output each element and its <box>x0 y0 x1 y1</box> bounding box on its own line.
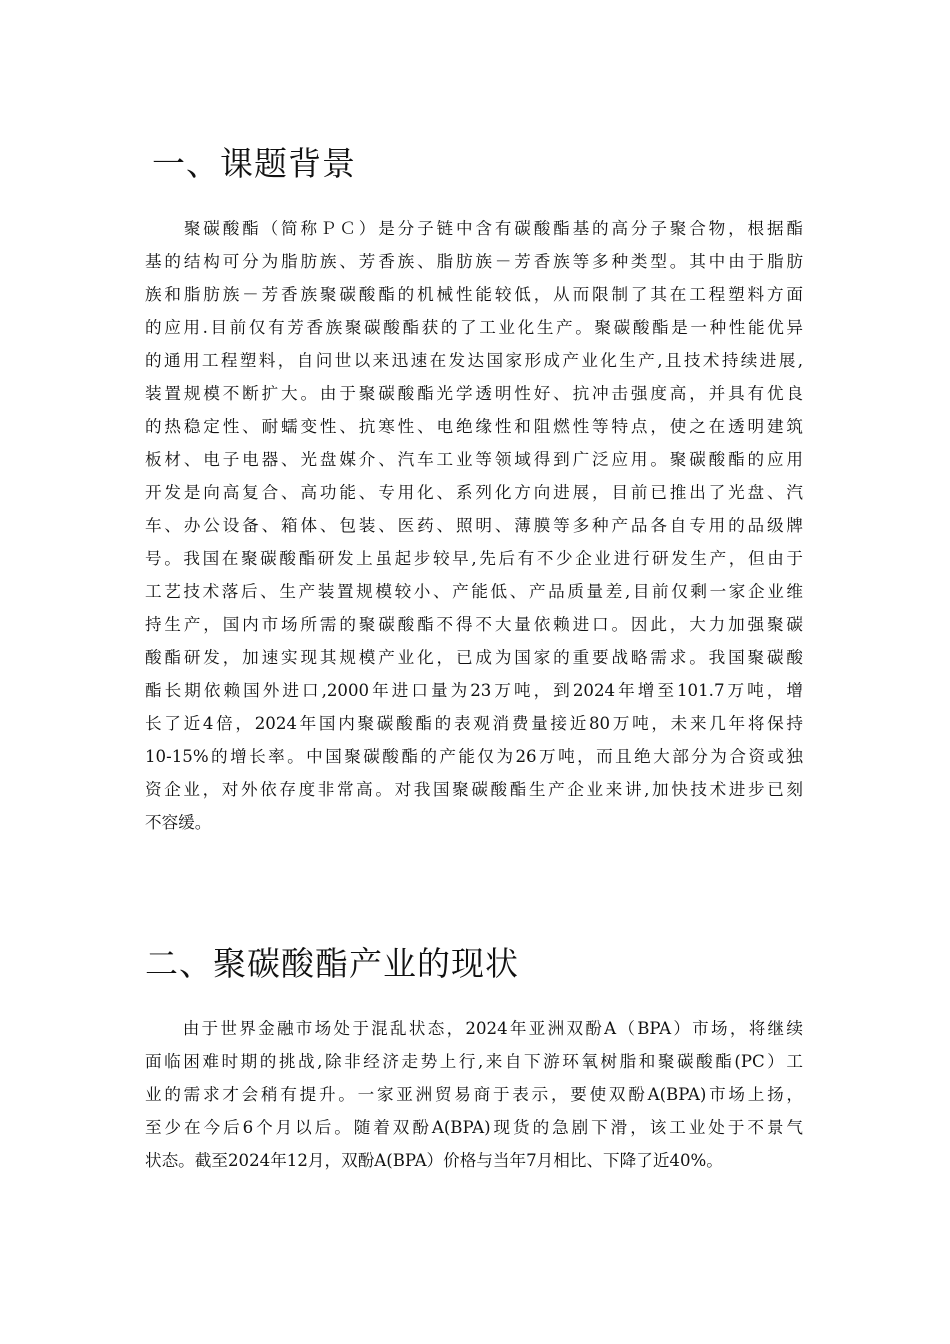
text-line: 工艺技术落后、生产装置规模较小、产能低、产品质量差,目前仅剩一家企业维 <box>145 582 803 601</box>
text-line: 持生产，国内市场所需的聚碳酸酯不得不大量依赖进口。因此，大力加强聚碳 <box>145 615 803 634</box>
text-line: 聚碳酸酯（简称ＰＣ）是分子链中含有碳酸酯基的高分子聚合物，根据酯 <box>145 219 803 238</box>
background-paragraph <box>145 212 803 839</box>
text-line: 酸酯研发，加速实现其规模产业化，已成为国家的重要战略需求。我国聚碳酸 <box>145 648 803 667</box>
text-line: 装置规模不断扩大。由于聚碳酸酯光学透明性好、抗冲击强度高，并具有优良 <box>145 384 803 403</box>
text-line: 10-15%的增长率。中国聚碳酸酯的产能仅为26万吨，而且绝大部分为合资或独 <box>145 747 803 766</box>
text-line: 至少在今后6个月以后。随着双酚A(BPA)现货的急剧下滑，该工业处于不景气 <box>145 1118 803 1137</box>
text-line: 的热稳定性、耐蠕变性、抗寒性、电绝缘性和阻燃性等特点，使之在透明建筑 <box>145 417 803 436</box>
text-line: 车、办公设备、箱体、包装、医药、照明、薄膜等多种产品各自专用的品级牌 <box>145 516 803 535</box>
text-line: 长了近4倍，2024年国内聚碳酸酯的表观消费量接近80万吨，未来几年将保持 <box>145 714 803 733</box>
text-line: 酯长期依赖国外进口,2000年进口量为23万吨，到2024年增至101.7万吨，增 <box>145 681 803 700</box>
text-line: 开发是向高复合、高功能、专用化、系列化方向进展，目前已推出了光盘、汽 <box>145 483 803 502</box>
industry-status-paragraph <box>145 1012 803 1177</box>
text-line: 族和脂肪族－芳香族聚碳酸酯的机械性能较低，从而限制了其在工程塑料方面 <box>145 285 803 304</box>
text-line: 不容缓。 <box>145 813 212 832</box>
text-line: 的通用工程塑料，自问世以来迅速在发达国家形成产业化生产,且技术持续进展, <box>145 351 803 370</box>
text-line: 状态。截至2024年12月，双酚A(BPA）价格与当年7月相比、下降了近40%。 <box>145 1151 723 1170</box>
text-line: 业的需求才会稍有提升。一家亚洲贸易商于表示，要使双酚A(BPA)市场上扬， <box>145 1085 803 1104</box>
text-line: 的应用.目前仅有芳香族聚碳酸酯获的了工业化生产。聚碳酸酯是一种性能优异 <box>145 318 803 337</box>
text-line: 基的结构可分为脂肪族、芳香族、脂肪族－芳香族等多种类型。其中由于脂肪 <box>145 252 803 271</box>
text-line: 资企业，对外依存度非常高。对我国聚碳酸酯生产企业来讲,加快技术进步已刻 <box>145 780 803 799</box>
text-line: 号。我国在聚碳酸酯研发上虽起步较早,先后有不少企业进行研发生产，但由于 <box>145 549 803 568</box>
text-line: 面临困难时期的挑战,除非经济走势上行,来自下游环氧树脂和聚碳酸酯(PC）工 <box>145 1052 803 1071</box>
section-heading-industry-status: 二、聚碳酸酯产业的现状 <box>145 944 519 983</box>
text-line: 由于世界金融市场处于混乱状态，2024年亚洲双酚A（BPA）市场，将继续 <box>145 1019 803 1038</box>
text-line: 板材、电子电器、光盘媒介、汽车工业等领域得到广泛应用。聚碳酸酯的应用 <box>145 450 803 469</box>
section-heading-background: 一、课题背景 <box>152 144 356 183</box>
